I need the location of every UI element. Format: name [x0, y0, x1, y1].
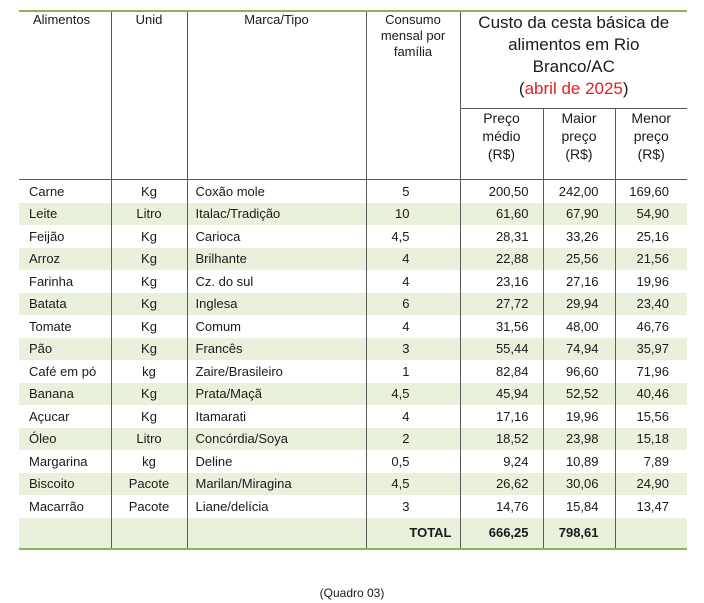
table-row [19, 180, 687, 203]
cell-preco-medio: 17,16 [460, 405, 543, 428]
cell-alimento: Farinha [19, 270, 111, 293]
table-row [19, 405, 687, 428]
cell-menor-preco: 46,76 [636, 318, 670, 334]
cell-unid: Kg [111, 405, 187, 428]
cell-consumo: 10 [366, 203, 460, 226]
cell-alimento: Óleo [19, 428, 111, 451]
cell-alimento: Batata [19, 293, 111, 316]
cell-maior-preco: 242,00 [543, 180, 615, 203]
cell-consumo: 4 [366, 270, 460, 293]
cell-alimento: Banana [19, 383, 111, 406]
table-row [19, 473, 687, 496]
title-date: abril de 2025 [524, 79, 623, 98]
cell-preco-medio: 61,60 [460, 203, 543, 226]
cell-menor-preco: 21,56 [615, 248, 687, 271]
cell-unid: Kg [111, 270, 187, 293]
cell-maior-preco: 48,00 [543, 315, 615, 338]
cell-maior-preco: 74,94 [543, 338, 615, 361]
cesta-basica-table-wrapper [19, 10, 687, 550]
cell-unid: Kg [111, 383, 187, 406]
cell-preco-medio: 23,16 [460, 270, 543, 293]
cell-consumo: 4,5 [366, 225, 460, 248]
cell-unid: Kg [111, 293, 187, 316]
cell-maior-preco: 29,94 [543, 293, 615, 316]
header-consumo [366, 11, 460, 180]
cell-maior-preco: 96,60 [543, 360, 615, 383]
cell-marca: Concórdia/Soya [187, 428, 366, 451]
total-maior-preco: 798,61 [543, 518, 615, 549]
cell-maior-preco: 19,96 [543, 405, 615, 428]
cell-consumo: 0,5 [366, 450, 460, 473]
cell-marca: Inglesa [187, 293, 366, 316]
cell-marca: Prata/Maçã [187, 383, 366, 406]
cell-preco-medio: 31,56 [460, 315, 543, 338]
cell-menor-preco: 24,90 [615, 473, 687, 496]
table-row [19, 203, 687, 226]
cell-menor-preco: 54,90 [615, 203, 687, 226]
cell-alimento: Macarrão [19, 495, 111, 518]
cell-maior-preco: 10,89 [543, 450, 615, 473]
cell-consumo: 2 [366, 428, 460, 451]
total-preco-medio: 666,25 [460, 518, 543, 549]
cell-consumo: 5 [366, 180, 460, 203]
table-row [19, 293, 687, 316]
table-row [19, 495, 687, 518]
cell-alimento: Feijão [19, 225, 111, 248]
total-empty-2 [111, 518, 187, 549]
title-open-paren: ( [518, 79, 525, 98]
cell-alimento: Biscoito [19, 473, 111, 496]
cell-consumo: 3 [366, 338, 460, 361]
cell-alimento: Tomate [19, 315, 111, 338]
cell-alimento: Açucar [19, 405, 111, 428]
total-label: TOTAL [366, 518, 460, 549]
cell-menor-preco: 23,40 [615, 293, 687, 316]
cell-unid: Litro [111, 428, 187, 451]
cell-maior-preco: 67,90 [543, 203, 615, 226]
header-preco-medio-text: Preço médio (R$) [482, 110, 521, 162]
cell-preco-medio: 200,50 [460, 180, 543, 203]
table-row [19, 383, 687, 406]
cell-unid: Kg [111, 180, 187, 203]
header-menor-preco-text: Menor preço (R$) [631, 110, 672, 162]
table-row [19, 248, 687, 271]
cell-unid: Litro [111, 203, 187, 226]
cell-preco-medio: 14,76 [460, 495, 543, 518]
cell-consumo: 3 [366, 495, 460, 518]
total-menor-preco [615, 518, 687, 549]
cell-preco-medio: 27,72 [460, 293, 543, 316]
cell-consumo: 4 [366, 315, 460, 338]
cell-preco-medio: 22,88 [460, 248, 543, 271]
cell-preco-medio: 45,94 [460, 383, 543, 406]
table-row [19, 270, 687, 293]
cell-maior-preco: 27,16 [543, 270, 615, 293]
cell-menor-preco: 7,89 [643, 453, 670, 469]
cell-consumo: 4,5 [366, 383, 460, 406]
header-consumo-text: Consumo mensal por família [380, 12, 446, 59]
cell-consumo: 4 [366, 405, 460, 428]
title-main: Custo da cesta básica de alimentos em Rio Branco/AC [478, 13, 670, 76]
cell-preco-medio: 9,24 [460, 450, 543, 473]
cell-marca: Itamarati [187, 405, 366, 428]
cell-preco-medio: 82,84 [460, 360, 543, 383]
cell-consumo: 4 [366, 248, 460, 271]
header-menor-preco [615, 109, 687, 180]
cell-marca: Deline [187, 450, 366, 473]
table-body [19, 180, 687, 518]
total-row [19, 518, 687, 549]
cell-maior-preco: 33,26 [543, 225, 615, 248]
cell-marca: Zaire/Brasileiro [187, 360, 366, 383]
cell-unid: Pacote [111, 495, 187, 518]
cell-unid: Pacote [111, 473, 187, 496]
cell-preco-medio: 28,31 [460, 225, 543, 248]
cell-alimento: Pão [19, 338, 111, 361]
cell-alimento: Arroz [19, 248, 111, 271]
header-maior-preco [543, 109, 615, 180]
cell-marca: Carioca [187, 225, 366, 248]
header-unid: Unid [111, 11, 187, 180]
cell-unid: Kg [111, 315, 187, 338]
cell-menor-preco: 40,46 [615, 383, 687, 406]
cell-unid: Kg [111, 225, 187, 248]
cell-consumo: 1 [366, 360, 460, 383]
table-row [19, 315, 687, 338]
cell-unid: kg [111, 450, 187, 473]
cell-maior-preco: 25,56 [543, 248, 615, 271]
cell-marca: Cz. do sul [187, 270, 366, 293]
header-maior-preco-text: Maior preço (R$) [561, 110, 597, 162]
cell-maior-preco: 23,98 [543, 428, 615, 451]
cell-marca: Marilan/Miragina [187, 473, 366, 496]
table-row [19, 360, 687, 383]
cell-menor-preco: 15,56 [636, 408, 670, 424]
cell-consumo: 6 [366, 293, 460, 316]
table-row [19, 428, 687, 451]
total-empty-1 [19, 518, 111, 549]
cell-preco-medio: 26,62 [460, 473, 543, 496]
header-marca: Marca/Tipo [187, 11, 366, 180]
cell-menor-preco: 19,96 [636, 273, 670, 289]
table-title [460, 11, 687, 109]
cell-menor-preco: 71,96 [636, 363, 670, 379]
cell-marca: Liane/delícia [187, 495, 366, 518]
total-empty-3 [187, 518, 366, 549]
cell-menor-preco: 25,16 [636, 228, 670, 244]
cell-maior-preco: 30,06 [543, 473, 615, 496]
cell-marca: Italac/Tradição [187, 203, 366, 226]
cell-maior-preco: 52,52 [543, 383, 615, 406]
table-row [19, 338, 687, 361]
title-close-paren: ) [622, 79, 629, 98]
cell-alimento: Margarina [19, 450, 111, 473]
header-preco-medio [460, 109, 543, 180]
cell-alimento: Café em pó [19, 360, 111, 383]
cell-unid: Kg [111, 248, 187, 271]
title-date-line [461, 78, 688, 100]
cell-consumo: 4,5 [366, 473, 460, 496]
cell-preco-medio: 55,44 [460, 338, 543, 361]
table-row [19, 225, 687, 248]
cell-unid: Kg [111, 338, 187, 361]
cell-marca: Brilhante [187, 248, 366, 271]
cell-menor-preco: 35,97 [615, 338, 687, 361]
cell-menor-preco: 169,60 [615, 180, 687, 203]
table-row [19, 450, 687, 473]
cell-alimento: Leite [19, 203, 111, 226]
cell-marca: Francês [187, 338, 366, 361]
cell-preco-medio: 18,52 [460, 428, 543, 451]
cell-marca: Comum [187, 315, 366, 338]
cell-alimento: Carne [19, 180, 111, 203]
header-alimentos: Alimentos [19, 11, 111, 180]
table-caption: (Quadro 03) [319, 586, 385, 600]
cesta-basica-table [19, 10, 687, 550]
cell-menor-preco: 13,47 [636, 498, 670, 514]
cell-menor-preco: 15,18 [615, 428, 687, 451]
cell-marca: Coxão mole [187, 180, 366, 203]
cell-unid: kg [111, 360, 187, 383]
cell-maior-preco: 15,84 [543, 495, 615, 518]
